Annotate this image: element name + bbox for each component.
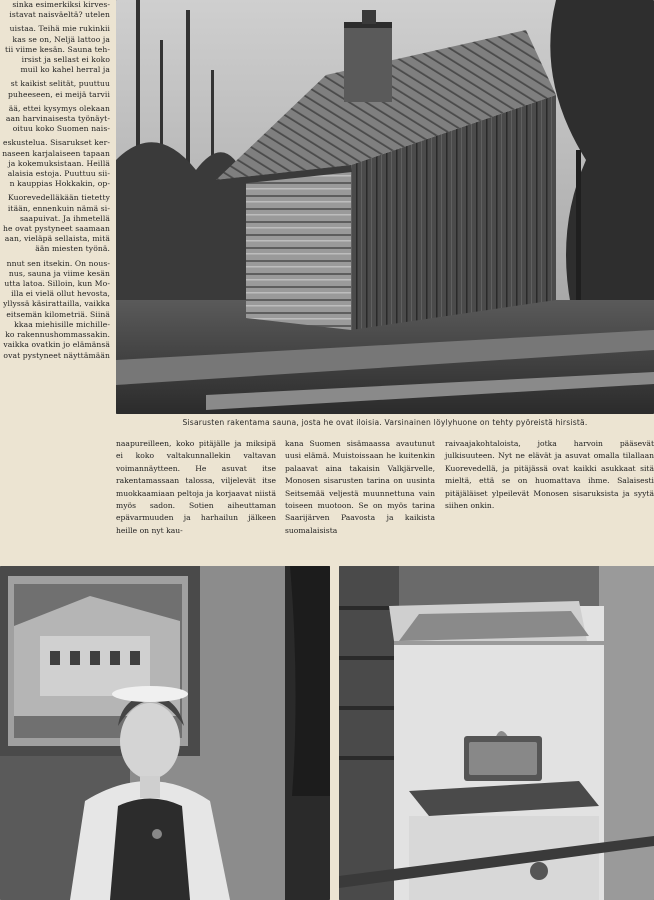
left-column-line: alaisia estoja. Puuttuu sii- — [7, 169, 110, 179]
portrait-image — [0, 566, 330, 900]
left-column-line: kkaa miehisille michille- — [14, 319, 110, 329]
left-column-line: utta latoa. Silloin, kun Mo- — [4, 279, 110, 289]
left-column-line: uistaa. Teihä mie rukinkii — [9, 24, 110, 34]
left-column-line: ko rakennushommassakin. — [5, 330, 110, 340]
left-column-line: illa ei vielä ollut hevosta, — [11, 289, 110, 299]
left-column-line: ja kokemuksistaan. Heillä — [8, 158, 110, 168]
left-column-line: n kauppias Hokkakin, op- — [9, 179, 110, 189]
left-column-line: kas se on, Neljä lattoo ja — [12, 34, 110, 44]
sauna-image — [116, 0, 654, 414]
sauna-photo — [116, 0, 654, 414]
left-column-line: tii viime kesän. Sauna teh- — [5, 44, 110, 54]
article-columns — [116, 438, 654, 564]
left-column-line: he ovat pystyneet saamaan — [3, 224, 110, 234]
left-column-line: istavat naisväeltä? utelen — [9, 10, 110, 20]
left-column-line: eskustelua. Sisarukset ker- — [2, 138, 110, 148]
article-column-2 — [285, 438, 435, 537]
left-column-line: sinka esimerkiksi kirves- — [12, 0, 110, 9]
left-column-line: itään, ennenkuin nämä si- — [7, 203, 110, 213]
left-column-line: oituu koko Suomen nais- — [12, 124, 110, 134]
left-column-line: puheeseen, ei meijä tarvii — [8, 89, 110, 99]
left-column-line: muil ko kahel herral ja — [20, 65, 110, 75]
left-column-line: ovat pystyneet näyttämään — [3, 350, 110, 360]
left-column-line: aan harvinaisesta työnäyt- — [5, 114, 110, 124]
left-column-line: aan, vieläpä sellaista, mitä — [4, 234, 110, 244]
left-column-line: ää, ettei kysymys olekaan — [8, 103, 110, 113]
article-column-3 — [445, 438, 654, 512]
left-column-line: nnut sen itsekin. On nous- — [6, 258, 110, 268]
left-column-line: eitsemän kilometriä. Siinä — [6, 309, 110, 319]
column-2-text: kana Suomen sisämaassa avautunut uusi elämä. Muistoissaan he kuitenkin palaavat aina takaisin Valkjärvelle, Monosen sisarusten tarina on uusinta Seitsemää veljestä muunnettuna vain toiseen muotoon. Se on myös tarina Saarijärven Paavosta ja kaikista suomalaisista — [285, 439, 435, 535]
left-column-line: saapuivat. Ja ihmetellä — [19, 213, 110, 223]
left-text-column — [0, 0, 116, 565]
oven-photo — [339, 566, 654, 900]
column-3-text: raivaajakohtaloista, jotka harvoin pääsevät julkisuuteen. Nyt ne elävät ja asuvat omalla tilallaan Kuorevedellä, ja pitäjässä ovat kaikki asukkaat sitä mieltä, että se on huomattava ihme. Salaisesti pitäjäläiset ylpeilevät Monosen sisaruksista ja syytä siihen onkin. — [445, 439, 654, 511]
sauna-caption: Sisarusten rakentama sauna, josta he ovat iloisia. Varsinainen löylyhuone on tehty pyöreistä hirsistä. — [182, 418, 588, 427]
left-column-line: ään miesten työnä. — [35, 244, 110, 254]
left-column-line: st kaikist selität, puuttuu — [10, 79, 110, 89]
left-column-line: nus, sauna ja viime kesän — [8, 268, 110, 278]
article-column-1 — [116, 438, 276, 537]
left-column-line: naseen karjalaiseen tapaan — [2, 148, 110, 158]
oven-image — [339, 566, 654, 900]
left-column-line: irsist ja sellast ei koko — [21, 55, 110, 65]
left-column-line: vaikka ovatkin jo elämänsä — [3, 340, 110, 350]
left-column-line: Kuorevedelläkään tietetty — [8, 193, 110, 203]
woman-portrait-photo — [0, 566, 330, 900]
column-1-text: naapureilleen, koko pitäjälle ja miksipä ei koko valtakunnallekin valtavan voimannäytteen. He asuvat itse rakentamassaan talossa, viljelevät itse muokkaamiaan peltoja ja korjaavat niistä myös sadon. Sotien aiheuttaman epävarmuuden ja harhailun jälkeen heille on nyt kau- — [116, 439, 276, 535]
left-column-line: yllyssä käsirattailla, vaikka — [3, 299, 110, 309]
